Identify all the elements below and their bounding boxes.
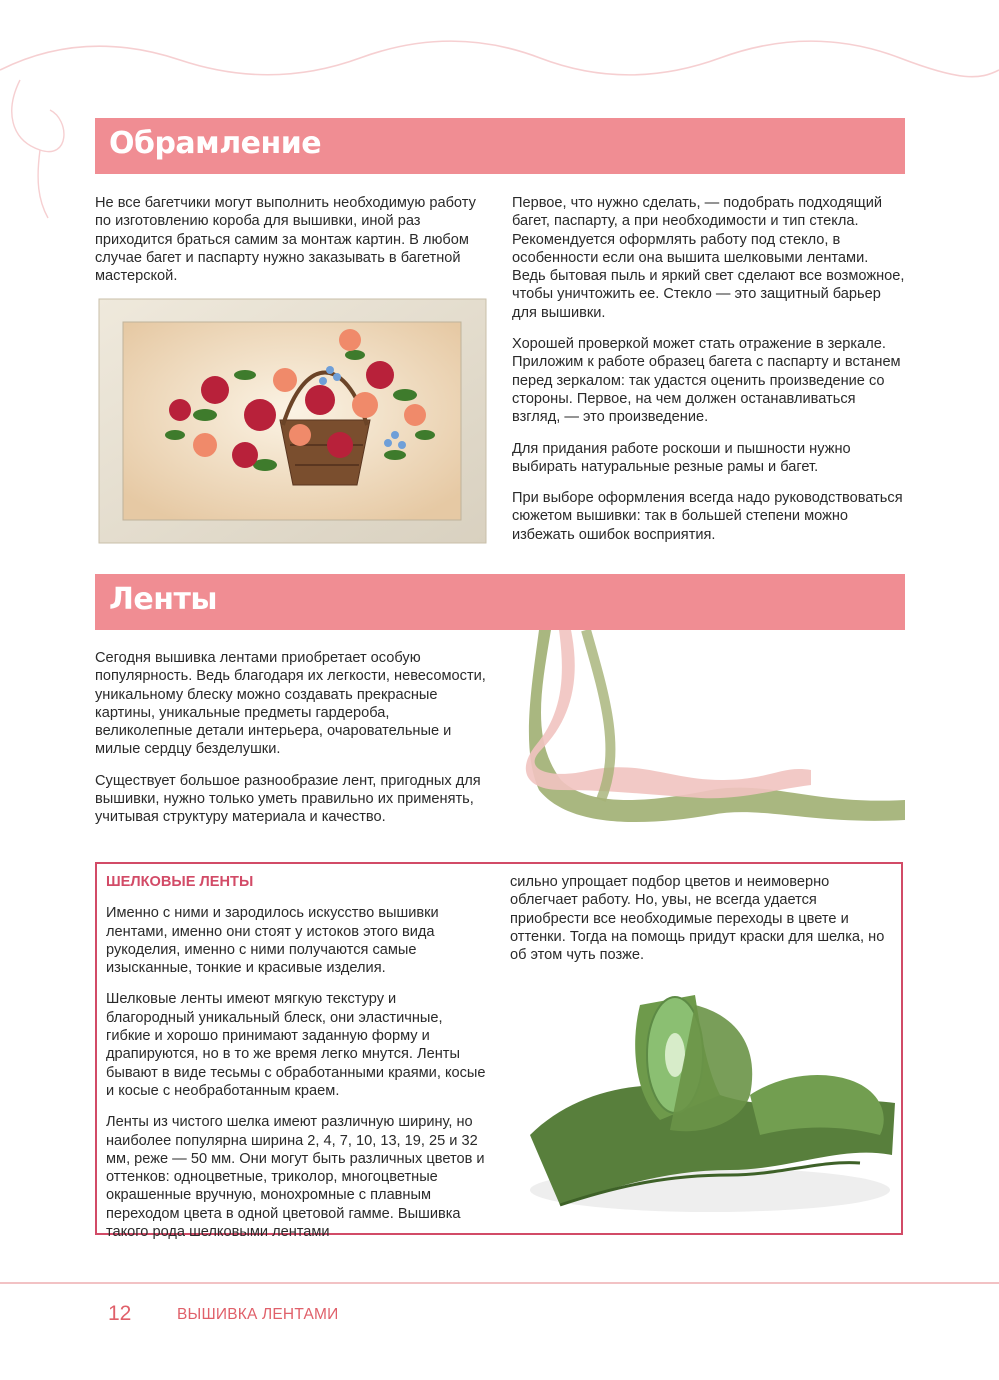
paragraph: Сегодня вышивка лентами приобретает особую популярность. Ведь благодаря их легкости, невесомости, уникальному блеску можно создавать прекрасные картины, уникальные предметы гардероба, великолепные детали интерьера, очаровательные и милые сердцу безделушки. [95,650,486,758]
framing-right-column [512,194,905,557]
paragraph: Существует большое разнообразие лент, пригодных для вышивки, нужно только уметь правильно их применять, учитывая структуру материала и качество. [95,772,481,826]
paragraph: Именно с ними и зародилось искусство вышивки лентами, именно они стоят у истоков этого вида рукоделия, именно с ними получаются самые изысканные, тонкие и красивые изделия. [106,905,439,977]
paragraph: Для придания работе роскоши и пышности нужно выбирать натуральные резные рамы и багет. [512,440,851,475]
page-number: 12 [108,1302,132,1325]
paragraph: При выборе оформления всегда надо руководствоваться сюжетом вышивки: так в большей степени можно избежать ошибок восприятия. [512,490,903,543]
paragraph: Хорошей проверкой может стать отражение в зеркале. Приложим к работе образец багета с паспарту и встанем перед зеркалом: так удастся оценить произведение со стороны. Первое, на чем должен останавливаться взгляд, — это произведение. [512,336,901,426]
paragraph: Не все багетчики могут выполнить необходимую работу по изготовлению короба для вышивки, иной раз приходится браться самим за монтаж картин. В любом случае багет и паспарту нужно заказывать в багетной мастерской. [95,195,476,285]
book-title: ВЫШИВКА ЛЕНТАМИ [177,1306,339,1323]
section-title-framing: Обрамление [109,126,322,161]
paragraph: Первое, что нужно сделать, — подобрать подходящий багет, паспарту, а при необходимости и тип стекла. Рекомендуется оформлять работу под стекло, в особенности если она вышита шелковыми лентами. Ведь бытовая пыль и яркий свет сделают все возможное, чтобы уничтожить ее. Стекло — это защитный барьер для вышивки. [512,195,905,321]
section-title-ribbons: Ленты [109,582,218,617]
section-banner-framing [95,118,905,174]
framing-left-column [95,194,490,298]
paragraph: сильно упрощает подбор цветов и неимоверно облегчает работу. Но, увы, не всегда удается приобрести все необходимые переходы в цвете и оттенки. Тогда на помощь придут краски для шелка, но об этом чуть позже. [510,874,885,964]
paragraph: Ленты из чистого шелка имеют различную ширину, но наиболее популярна ширина 2, 4, 7, 10, 13, 19, 25 и 32 мм, реже — 50 мм. Они могут быть различных цветов и оттенков: одноцветные, триколор, многоцветные окрашенные вручную, монохромные с плавным переходом цвета в одной цветовой гамме. Вышивка такого рода шелковыми лентами [106,1114,485,1241]
framed-embroidery-picture [95,295,490,547]
ribbons-photo [511,630,905,838]
silk-box-right-column [510,873,896,977]
paragraph: Шелковые ленты имеют мягкую текстуру и благородный уникальный блеск, они эластичные, гибкие и хорошо принимают заданную форму и драпируются, но в то же время легко мнутся. Ленты бывают в виде тесьмы с обработанными краями, косые и косые с необработанным краем. [106,991,486,1099]
ribbons-column [95,649,490,840]
footer-divider [0,1282,999,1284]
silk-box-left-column [106,873,488,1254]
silk-box-title: ШЕЛКОВЫЕ ЛЕНТЫ [106,874,254,890]
section-banner-ribbons [95,574,905,630]
green-ribbon-spool-photo [520,985,900,1223]
